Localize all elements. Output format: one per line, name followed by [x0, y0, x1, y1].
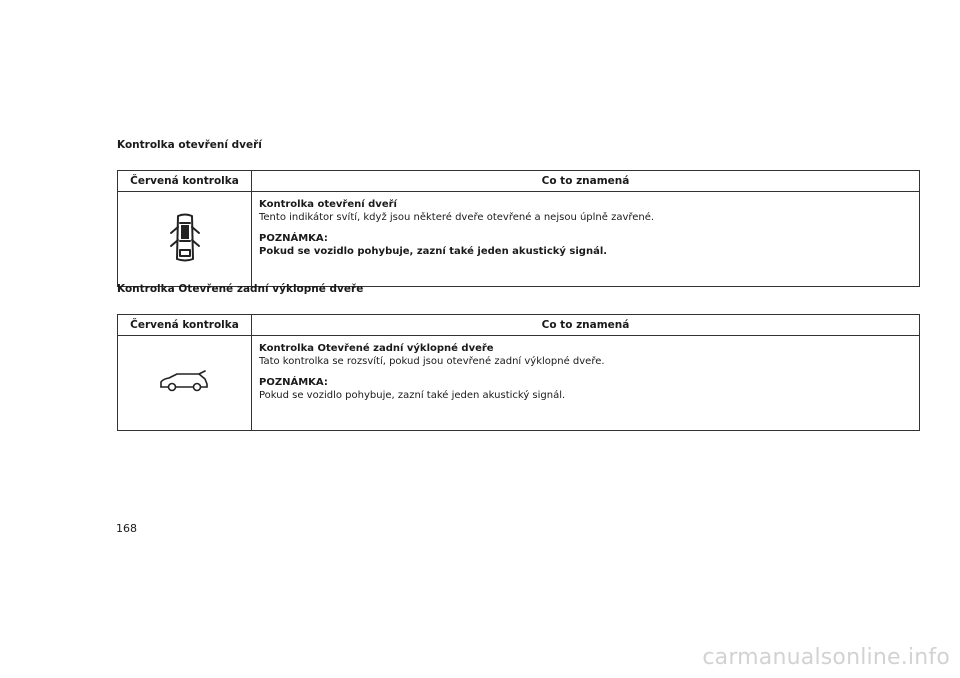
tailgate-indicator-table [117, 314, 920, 431]
table-header-row [118, 171, 920, 192]
column-header-red-indicator: Červená kontrolka [118, 171, 252, 192]
column-header-meaning: Co to znamená [252, 171, 920, 192]
description-cell [252, 192, 920, 287]
tailgate-open-icon [155, 370, 215, 394]
doors-indicator-table [117, 170, 920, 287]
column-header-meaning: Co to znamená [252, 315, 920, 336]
car-doors-open-icon [168, 212, 202, 264]
indicator-description: Tento indikátor svítí, když jsou některé dveře otevřené a nejsou úplně zavřené. [259, 212, 655, 223]
column-header-red-indicator: Červená kontrolka [118, 315, 252, 336]
icon-cell [118, 336, 252, 431]
note-label: POZNÁMKA: [259, 233, 328, 244]
section-heading-doors: Kontrolka otevření dveří [117, 139, 262, 151]
indicator-title: Kontrolka otevření dveří [259, 199, 397, 210]
table-row [118, 192, 920, 287]
table-header-row [118, 315, 920, 336]
watermark: carmanualsonline.info [702, 645, 950, 670]
note-text: Pokud se vozidlo pohybuje, zazní také jeden akustický signál. [259, 246, 608, 257]
description-cell [252, 336, 920, 431]
page-number: 168 [116, 522, 137, 535]
section-heading-tailgate: Kontrolka Otevřené zadní výklopné dveře [117, 283, 364, 295]
note-text: Pokud se vozidlo pohybuje, zazní také jeden akustický signál. [259, 390, 566, 401]
indicator-title: Kontrolka Otevřené zadní výklopné dveře [259, 343, 494, 354]
note-label: POZNÁMKA: [259, 377, 328, 388]
icon-cell [118, 192, 252, 287]
indicator-description: Tato kontrolka se rozsvítí, pokud jsou otevřené zadní výklopné dveře. [259, 356, 605, 367]
table-row [118, 336, 920, 431]
